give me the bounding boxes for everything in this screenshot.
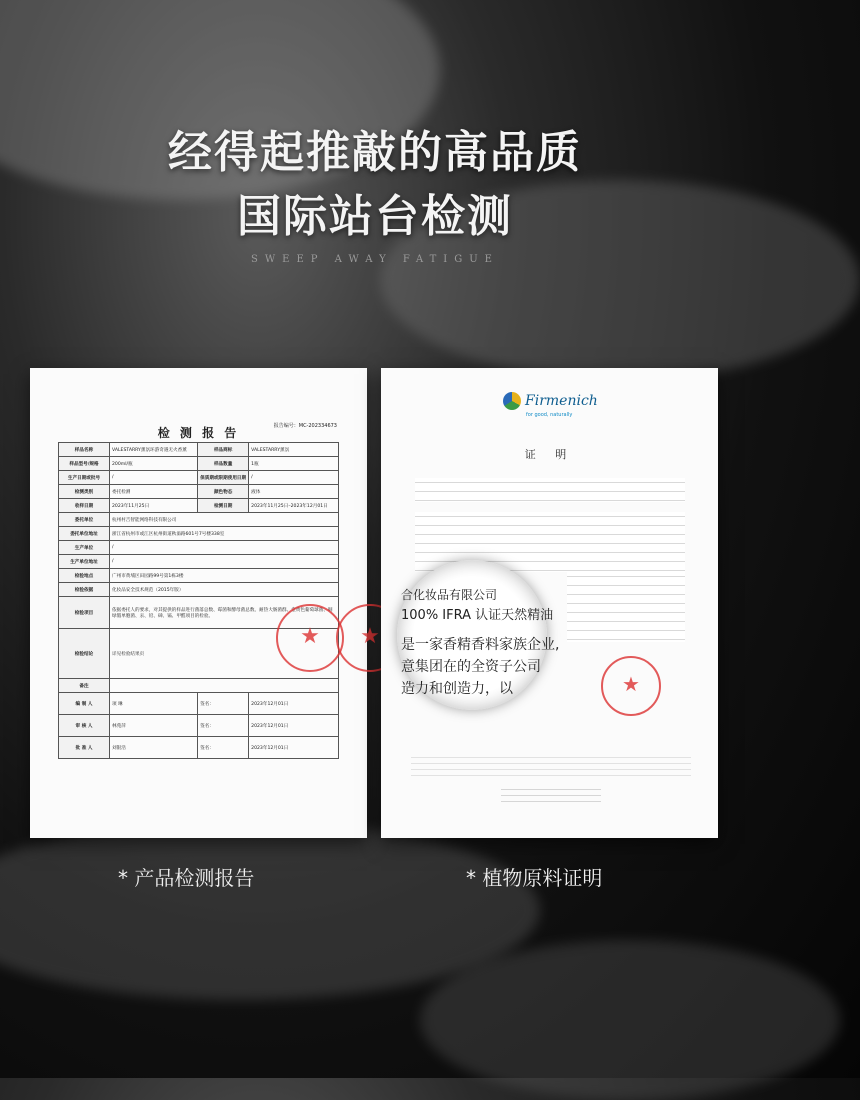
- certificate-footnote: [411, 754, 691, 778]
- report-number: 报告编号：MC-202334673: [273, 423, 337, 429]
- table-row: 生产单位 /: [59, 541, 339, 555]
- tagline: SWEEP AWAY FATIGUE: [251, 254, 499, 265]
- table-row: 编 制 人 项 琳 签名： 2023年12月01日: [59, 693, 339, 715]
- certificate-title: 证 明: [524, 448, 575, 461]
- certificate-text-block: [415, 478, 685, 502]
- firmenich-certificate-document: [381, 368, 718, 838]
- table-row: 生产日期或批号 / 保质期或限期使用日期 /: [59, 471, 339, 485]
- table-row: 样品名称 VALESTARRY薰氛环游奇遇无火香薰 样品商标 VALESTARRY薰氛: [59, 443, 339, 457]
- table-row: 收样日期 2023年11月25日 检测日期 2023年11月25日–2023年12月01日: [59, 499, 339, 513]
- brand-name: Firmenich: [525, 393, 598, 409]
- report-table: [58, 442, 339, 759]
- background-wave: [420, 940, 840, 1100]
- brand-slogan: for good, naturally: [526, 412, 573, 418]
- official-seal-icon: ★: [336, 604, 404, 672]
- table-row: 检验依据 化妆品安全技术规范（2015年版）: [59, 583, 339, 597]
- table-row: 检验项目 依据委托人的要求，对其提供的样品进行菌落总数、霉菌和酵母菌总数、耐热大肠菌群、金黄色葡萄球菌、铜绿假单胞菌、汞、铅、砷、镉、甲醛项目的检验。: [59, 597, 339, 629]
- company-address: [501, 786, 601, 806]
- table-row: 检测类别 委托检测 颜色物态 液体: [59, 485, 339, 499]
- hero-title-line-2: 国际站台检测: [237, 191, 513, 242]
- magnifier-lens: 合化妆品有限公司 100% IFRA 认证天然精油 是一家香精香料家族企业, 意集团在的全资子公司 造力和创造力，以: [397, 560, 547, 710]
- table-row: 生产单位地址 /: [59, 555, 339, 569]
- table-row: 批 准 人 刘银浩 签名： 2023年12月01日: [59, 737, 339, 759]
- firmenich-logo-icon: [503, 392, 521, 410]
- official-seal-icon: ★: [276, 604, 344, 672]
- caption-left: * 产品检测报告: [118, 866, 255, 890]
- hero-title-line-1: 经得起推敲的高品质: [168, 127, 582, 178]
- table-row: 样品型号/规格 200ml/瓶 样品数量 1瓶: [59, 457, 339, 471]
- table-row: 备注: [59, 679, 339, 693]
- company-seal-icon: ★: [601, 656, 661, 716]
- firmenich-logo: [503, 392, 598, 410]
- report-title: 检 测 报 告: [157, 426, 240, 440]
- caption-right: * 植物原料证明: [466, 866, 603, 890]
- table-row: 委托单位 杭州村吉智能网络科技有限公司: [59, 513, 339, 527]
- table-row: 委托单位地址 浙江省杭州市或江区杭州街道秋溢路601号7号楼338室: [59, 527, 339, 541]
- table-row: 审 核 人 林苑萍 签名： 2023年12月01日: [59, 715, 339, 737]
- certificate-text-block: [567, 572, 685, 642]
- inspection-report-document: [30, 368, 380, 838]
- table-row: 检验结论 详见检验结果页: [59, 629, 339, 679]
- table-row: 检验地点 广州市黄埔区田园路99号第1栋3楼: [59, 569, 339, 583]
